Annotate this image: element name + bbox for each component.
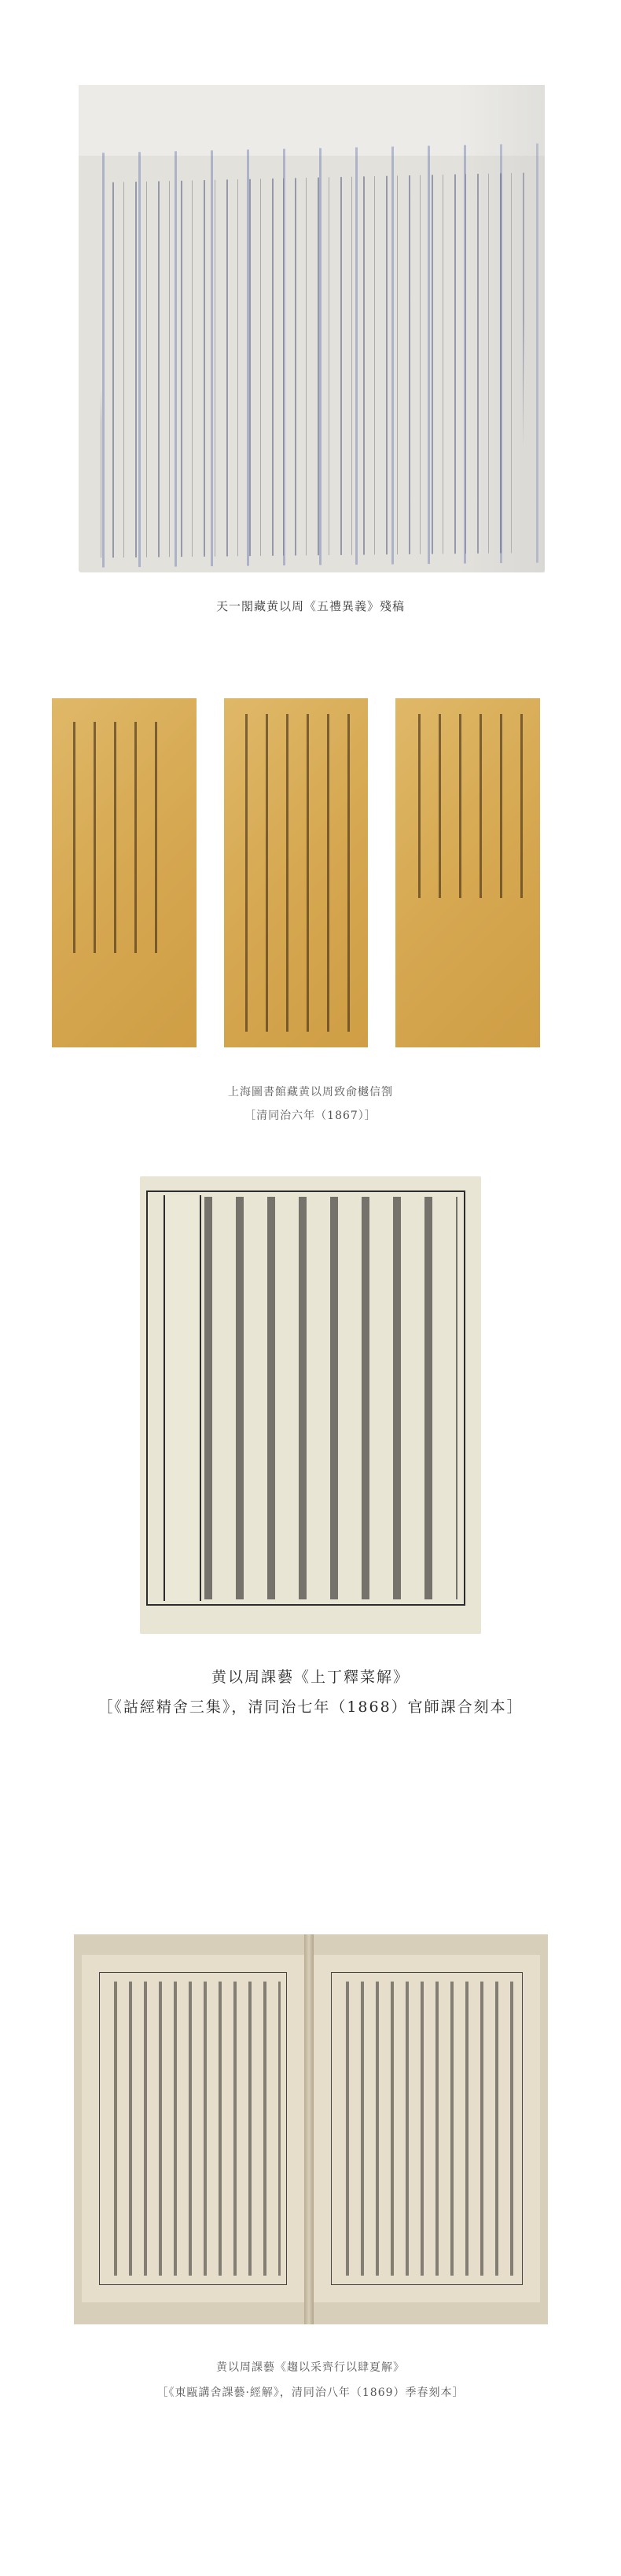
manuscript-image [79,85,545,572]
figure-2-subcaption: ［清同治六年（1867）］ [244,1110,377,1122]
letter-image-3 [395,698,540,1047]
figure-4-caption: 黄以周課藝《趨以采齊行以肆夏解》 [216,2361,405,2374]
figure-4-subcaption: ［《東甌講舍課藝·經解》，清同治八年（1869）季春刻本］ [156,2386,465,2399]
letter-image-2 [224,698,368,1047]
figure-1-caption: 天一閣藏黄以周《五禮異義》殘稿 [215,599,405,613]
figure-3-caption: 黄以周課藝《上丁釋菜解》 [211,1669,410,1686]
figure-3-subcaption: ［《詁經精舍三集》，清同治七年（1868）官師課合刻本］ [97,1698,524,1716]
book-page-image [140,1176,481,1634]
letter-image-1 [52,698,197,1047]
open-book-image [74,1934,548,2324]
figure-2-caption: 上海圖書館藏黄以周致俞樾信劄 [228,1086,393,1098]
